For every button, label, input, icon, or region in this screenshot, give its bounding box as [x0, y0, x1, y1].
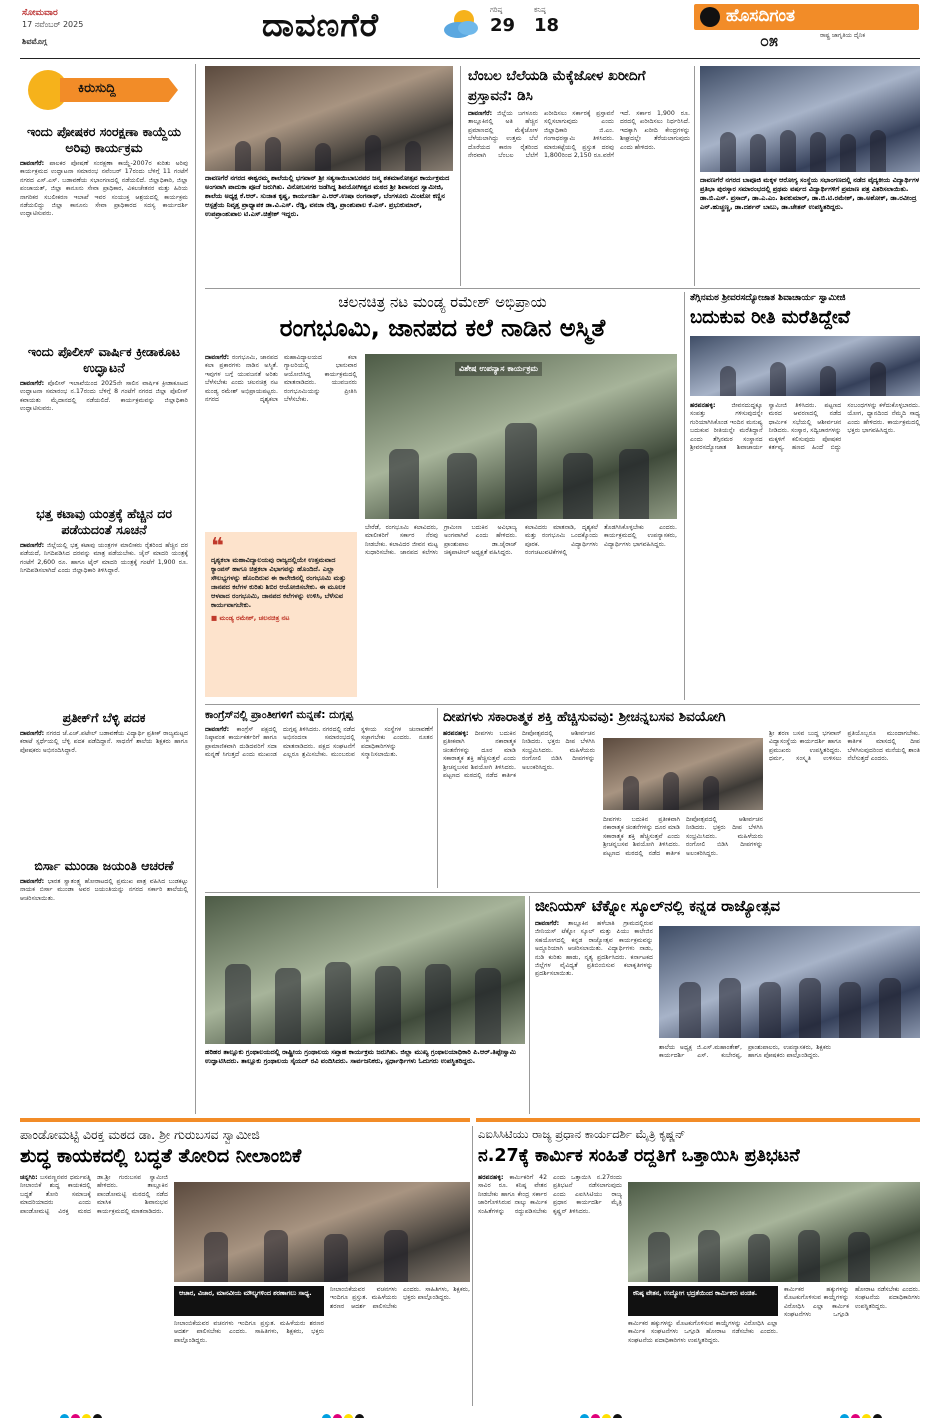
photo-figure: [648, 1232, 670, 1282]
story-text: ದೀಪಗಳು ಬದುಕಿನ ಪ್ರತೀಕವಾಗಿ ನಕಾರಾತ್ಮಕ ಚಿಂತನೆಗಳನ್ನು ದೂರ ಮಾಡಿ ಸಕಾರಾತ್ಮಕ ಶಕ್ತಿ ಹೆಚ್ಚಿಸುತ್ತವೆ ಎಂದು ಶ್ರೀಚನ್ನಬಸವ ಶಿವಯೋಗಿ ತಿಳಿಸಿದರು. ಪಟ್ಟಣದ ಮಠದಲ್ಲಿ ನಡೆದ ಕಾರ್ತಿಕ ದೀಪೋತ್ಸವದಲ್ಲಿ ಆಶೀರ್ವಚನ ನೀಡಿದರು. ಭಕ್ತರು ದೀಪ ಬೆಳಗಿಸಿ ಸಂಭ್ರಮಿಸಿದರು. ಮಹಿಳೆಯರು ರಂಗೋಲಿ ಬಿಡಿಸಿ ದೀಪಗಳನ್ನು ಅಲಂಕರಿಸಿದ್ದರು.: [443, 730, 595, 780]
quote-text: ದೃಶ್ಯಕಲಾ ಮಹಾವಿದ್ಯಾಲಯವು ರಾಜ್ಯದಲ್ಲಿಯೇ ಉತ್ತಮವಾದ ಕ್ಯಾಂಪಸ್ ಹಾಗೂ ಚಿತ್ರಕಲಾ ವಿಭಾಗವನ್ನು ಹೊಂದಿದೆ. ಎಲ್ಲಾ ಸೌಲಭ್ಯಗಳನ್ನು ಹೊಂದಿರುವ ಈ ಕಾಲೇಜಿನಲ್ಲಿ ರಂಗಭೂಮಿ ಮತ್ತು ಜಾನಪದ ಕಲೆಗಳ ಕುರಿತು ಶಿಬಿರ ಆಯೋಜಿಸಬೇಕು. ಈ ಮೂಲಕ ಆಳವಾದ ರಂಗಭೂಮಿ, ಜಾನಪದ ಕಲೆಗಳನ್ನು ಉಳಿಸಿ, ಬೆಳೆಸುವ ಕಾರ್ಯವಾಗಬೇಕು.: [211, 556, 346, 609]
brief-title: ಬಿರ್ಸಾ ಮುಂಡಾ ಜಯಂತಿ ಆಚರಣೆ: [34, 858, 174, 873]
photo-figure: [623, 776, 639, 810]
brief-text: ಭಾರತ ಸ್ವಾತಂತ್ರ್ಯ ಹೋರಾಟದಲ್ಲಿ ಪ್ರಮುಖ ಪಾತ್ರ ವಹಿಸಿದ ಬುಡಕಟ್ಟು ನಾಯಕ ಬಿರ್ಸಾ ಮುಂಡಾ ಅವರ ಜಯಂತಿಯನ್ನು ನಗರದ ಸರ್ಕಾರಿ ಶಾಲೆಯಲ್ಲಿ ಆಚರಿಸಲಾಯಿತು.: [20, 878, 188, 902]
max-temp-value: 29: [490, 15, 516, 36]
story-headline: ಬದುಕುವ ರೀತಿ ಮರೆತಿದ್ದೇವೆ: [690, 307, 851, 328]
brief-title: ಪ್ರತೀಕ್‌ಗೆ ಬೆಳ್ಳಿ ಪದಕ: [62, 710, 146, 725]
story-text: ಕಲಾವಿದರು ಮಾತನಾಡಿ, ದೃಶ್ಯಕಲೆ ಮತ್ತು ರಂಗಭೂಮಿ ಒಂದಕ್ಕೊಂದು ಪೂರಕ. ವಿದ್ಯಾರ್ಥಿಗಳು ರಂಗಚಟುವಟಿಕೆಗಳಲ್ಲಿ ತೊಡಗಿಸಿಕೊಳ್ಳಬೇಕು ಎಂದರು. ಕಾರ್ಯಕ್ರಮದಲ್ಲಿ ಉಪನ್ಯಾಸಕರು, ವಿದ್ಯಾರ್ಥಿಗಳು ಭಾಗವಹಿಸಿದ್ದರು.: [525, 524, 677, 557]
photo-figure: [447, 453, 477, 519]
quote-box: [205, 532, 357, 697]
registration-dot-magenta: [333, 1414, 342, 1418]
print-registration-marks: [322, 1408, 366, 1418]
max-temp-label: ಗರಿಷ್ಠ: [490, 6, 503, 14]
story-nilambike: [20, 1126, 470, 1406]
briefs-divider: [195, 64, 196, 1114]
story-headline: ದೀಪಗಳು ಸಕಾರಾತ್ಮಕ ಶಕ್ತಿ ಹೆಚ್ಚಿಸುವವು: ಶ್ರೀಚನ್ನಬಸವ ಶಿವಯೋಗಿ: [443, 709, 726, 725]
photo-figure: [840, 134, 856, 172]
brief-text: ಪಾಲಕರ ಪೋಷಣೆ ಸಂರಕ್ಷಣಾ ಕಾಯ್ದೆ-2007ರ ಕುರಿತು ಅರಿವು ಕಾರ್ಯಕ್ರಮದ ಉದ್ಘಾಟನಾ ಸಮಾರಂಭ ನವೆಂಬರ್ 17ರಂದು ಬೆಳಿಗ್ಗೆ 11 ಗಂಟೆಗೆ ನಗರದ ಎಸ್.ಎಸ್. ಬಡಾವಣೆಯ ಸಭಾಂಗಣದಲ್ಲಿ ನಡೆಯಲಿದೆ. ಜಿಲ್ಲಾಧಿಕಾರಿ, ಜಿಲ್ಲಾ ಪಂಚಾಯತ್, ಜಿಲ್ಲಾ ಕಾನೂನು ಸೇವಾ ಪ್ರಾಧಿಕಾರ, ವಿಕಲಚೇತನರ ಮತ್ತು ಹಿರಿಯ ನಾಗರಿಕರ ಸಬಲೀಕರಣ ಇಲಾಖೆ ಇವರ ಸಂಯುಕ್ತ ಆಶ್ರಯದಲ್ಲಿ ಕಾರ್ಯಕ್ರಮ ನಡೆಯಲಿದ್ದು ಜಿಲ್ಲಾ ಕಾನೂನು ಸೇವಾ ಪ್ರಾಧಿಕಾರದ ಸದಸ್ಯ ಕಾರ್ಯದರ್ಶಿ ಉದ್ಘಾಟಿಸುವರು.: [20, 160, 188, 218]
photo-figure: [679, 982, 701, 1038]
photo-figure: [204, 1232, 228, 1282]
briefs-column: [20, 64, 188, 1114]
photo-tag: [628, 1286, 778, 1316]
story-body-a: [478, 1174, 622, 1402]
brief-dateline: ದಾವಣಗೆರೆ:: [20, 380, 45, 387]
story-text: ನೀಲಾಂಬಿಕೆಯವರ ವಚನಗಳು ಇಂದಿಗೂ ಪ್ರಸ್ತುತ. ಮಹಿಳೆಯರು ಶರಣರ ಆದರ್ಶ ಪಾಲಿಸಬೇಕು ಎಂದರು. ಸಾಹಿತಿಗಳು, ಶಿಕ್ಷಕರು, ಭಕ್ತರು ಪಾಲ್ಗೊಂಡಿದ್ದರು.: [174, 1320, 324, 1344]
brief-dateline: ದಾವಣಗೆರೆ:: [20, 542, 45, 549]
photo-figure: [324, 1234, 348, 1282]
story-body-a: [443, 730, 595, 886]
row-divider: [205, 892, 920, 893]
date-block: [22, 8, 142, 30]
brief-item: [20, 710, 188, 850]
story-text: ಶಾಲೆಯ ಅಧ್ಯಕ್ಷ ಜಿ.ಎಸ್.ಮಹಾಂತೇಶ್, ಕಾರ್ಯದರ್ಶಿ ಎಸ್. ಕುಬೇರಪ್ಪ, ಪ್ರಾಂಶುಪಾಲರು, ಉಪನ್ಯಾಸಕರು, ಶಿಕ್ಷಕರು ಹಾಗೂ ಪೋಷಕರು ಪಾಲ್ಗೊಂಡಿದ್ದರು.: [659, 1044, 831, 1060]
registration-dot-cyan: [60, 1414, 69, 1418]
story-kicker: ಚಲನಚಿತ್ರ ನಟ ಮಂಡ್ಯ ರಮೇಶ್ ಅಭಿಪ್ರಾಯ: [338, 293, 547, 311]
photo-figure: [563, 453, 593, 519]
story-dateline: ಹರಪನಹಳ್ಳಿ:: [478, 1174, 504, 1181]
photo-figure: [780, 130, 796, 172]
photo-figure: [265, 137, 281, 171]
story-text: ದೀಪಗಳು ಬದುಕಿನ ಪ್ರತೀಕವಾಗಿ ನಕಾರಾತ್ಮಕ ಚಿಂತನೆಗಳನ್ನು ದೂರ ಮಾಡಿ ಸಕಾರಾತ್ಮಕ ಶಕ್ತಿ ಹೆಚ್ಚಿಸುತ್ತವೆ ಎಂದು ಶ್ರೀಚನ್ನಬಸವ ಶಿವಯೋಗಿ ತಿಳಿಸಿದರು. ಪಟ್ಟಣದ ಮಠದಲ್ಲಿ ನಡೆದ ಕಾರ್ತಿಕ ದೀಪೋತ್ಸವದಲ್ಲಿ ಆಶೀರ್ವಚನ ನೀಡಿದರು. ಭಕ್ತರು ದೀಪ ಬೆಳಗಿಸಿ ಸಂಭ್ರಮಿಸಿದರು. ಮಹಿಳೆಯರು ರಂಗೋಲಿ ಬಿಡಿಸಿ ದೀಪಗಳನ್ನು ಅಲಂಕರಿಸಿದ್ದರು.: [603, 816, 763, 857]
quote-mark-icon: ❝: [211, 534, 224, 559]
quote-byline: ■ ಮಂಡ್ಯ ರಮೇಶ್, ಚಲನಚಿತ್ರ ನಟ: [211, 614, 290, 622]
registration-dot-black: [93, 1414, 102, 1418]
photo-figure: [748, 1234, 770, 1282]
photo-figure: [770, 362, 786, 396]
story-photo: [659, 926, 920, 1038]
story-aiuctu: [478, 1126, 920, 1406]
brief-body: [20, 542, 188, 702]
brief-body: [20, 730, 188, 850]
column-divider: [472, 1126, 473, 1406]
column-divider: [529, 896, 530, 1114]
page-number: ೦೫: [760, 31, 778, 50]
brief-title: ಇಂದು ಪೋಷಕರ ಸಂರಕ್ಷಣಾ ಕಾಯ್ದೆಯ ಅರಿವು ಕಾರ್ಯಕ್ರಮ: [26, 124, 182, 155]
story-photo: [365, 354, 677, 519]
photo-figure: [275, 968, 301, 1044]
brief-item: [20, 124, 188, 336]
photo-figure: [264, 1230, 288, 1282]
story-photo: [690, 336, 920, 396]
story-text: ತಾಲ್ಲೂಕಿನ ಹಳೆಬಾತಿ ಗ್ರಾಮದಲ್ಲಿರುವ ಜೀನಿಯಸ್ ಟೆಕ್ನೋ ಸ್ಕೂಲ್ ಮತ್ತು ಪಿಯು ಕಾಲೇಜಿನ ಸಹಯೋಗದಲ್ಲಿ ಕನ್ನಡ ರಾಜ್ಯೋತ್ಸವ ಕಾರ್ಯಕ್ರಮವನ್ನು ಅದ್ದೂರಿಯಾಗಿ ಆಚರಿಸಲಾಯಿತು. ವಿದ್ಯಾರ್ಥಿಗಳು ನಾಡು, ನುಡಿ ಕುರಿತು ಹಾಡು, ನೃತ್ಯ ಪ್ರದರ್ಶಿಸಿದರು. ಕರ್ನಾಟಕದ ಜಿಲ್ಲೆಗಳ ವೈವಿಧ್ಯತೆ ಪ್ರತಿಬಿಂಬಿಸುವ ಕಲಾಕೃತಿಗಳನ್ನು ಪ್ರದರ್ಶಿಸಲಾಯಿತು.: [535, 920, 653, 978]
story-body-a: [205, 354, 357, 526]
photo-figure: [389, 449, 419, 519]
photo-figure: [848, 1232, 870, 1282]
story-kicker: ಪಾಂಡೋಮಟ್ಟಿ ವಿರಕ್ತ ಮಠದ ಡಾ. ಶ್ರೀ ಗುರುಬಸವ ಸ್ವಾಮೀಜಿ: [20, 1127, 260, 1142]
photo-figure: [619, 449, 649, 519]
masthead-rule: [20, 58, 920, 59]
quote-author: ಮಂಡ್ಯ ರಮೇಶ್, ಚಲನಚಿತ್ರ ನಟ: [219, 614, 290, 622]
brief-text: ನಗರದ ಜೆ.ಎಚ್.ಪಟೇಲ್ ಬಡಾವಣೆಯ ವಿದ್ಯಾರ್ಥಿ ಪ್ರತೀಕ್ ರಾಜ್ಯಮಟ್ಟದ ಕರಾಟೆ ಸ್ಪರ್ಧೆಯಲ್ಲಿ ಬೆಳ್ಳಿ ಪದಕ ಪಡೆದಿದ್ದಾನೆ. ಸಾಧನೆಗೆ ಶಾಲೆಯ ಶಿಕ್ಷಕರು ಹಾಗೂ ಪೋಷಕರು ಅಭಿನಂದಿಸಿದ್ದಾರೆ.: [20, 730, 188, 754]
min-temp-value: 18: [534, 15, 560, 36]
story-body-c: [603, 816, 763, 886]
photo-figure: [505, 423, 537, 519]
photo-figure: [750, 134, 766, 172]
story-text: ಕಾರ್ಮಿಕರ ಹಕ್ಕುಗಳನ್ನು ಮೊಟಕುಗೊಳಿಸುವ ಕಾಯ್ದೆಗಳನ್ನು ವಿರೋಧಿಸಿ ಎಲ್ಲಾ ಕಾರ್ಮಿಕ ಸಂಘಟನೆಗಳು ಒಗ್ಗೂಡಿ ಹೋರಾಟ ನಡೆಸಬೇಕು ಎಂದರು. ಸಂಘಟನೆಯ ಪದಾಧಿಕಾರಿಗಳು ಉಪಸ್ಥಿತರಿದ್ದರು.: [628, 1320, 778, 1344]
story-dateline: ಹರಪನಹಳ್ಳಿ:: [443, 730, 469, 737]
registration-dot-yellow: [602, 1414, 611, 1418]
photo-figure: [325, 962, 351, 1044]
brief-item: [20, 344, 188, 498]
photo-figure: [425, 964, 451, 1044]
story-dateline: ಹರಪನಹಳ್ಳಿ:: [690, 402, 716, 409]
brief-dateline: ದಾವಣಗೆರೆ:: [20, 878, 45, 885]
date-label: 17 ನವೆಂಬರ್ 2025: [22, 20, 84, 29]
brief-item: [20, 506, 188, 702]
photo-tag-text: ಆಚಾರ, ವಿಚಾರ, ಮಾನವೀಯ ಮೌಲ್ಯಗಳಿಂದ ಶರಣಾಗಲು ಸಾಧ್ಯ.: [179, 1289, 312, 1297]
story-text: ಜೀವನದುದ್ದಕ್ಕೂ ಸಂಪತ್ತು ಗಳಿಸುವುದನ್ನೇ ಗುರಿಯಾಗಿಸಿಕೊಂಡ ಇಂದಿನ ಮನುಷ್ಯ ಬದುಕುವ ರೀತಿಯನ್ನೇ ಮರೆತಿದ್ದಾನೆ ಎಂದು ತೆಗ್ಗಿನಮಠ ಸಂಸ್ಥಾನದ ಶ್ರೀವರಸದ್ಯೋಜಾತ ಶಿವಾಚಾರ್ಯ ಸ್ವಾಮೀಜಿ ತಿಳಿಸಿದರು. ಪಟ್ಟಣದ ಮಠದ ಆವರಣದಲ್ಲಿ ನಡೆದ ಧಾರ್ಮಿಕ ಸಭೆಯಲ್ಲಿ ಆಶೀರ್ವಚನ ನೀಡಿದರು. ಸಂಸ್ಕಾರ, ಸದ್ವಿಚಾರಗಳನ್ನು ಮಕ್ಕಳಿಗೆ ಕಲಿಸುವುದು ಪೋಷಕರ ಕರ್ತವ್ಯ. ಹಣದ ಹಿಂದೆ ಬಿದ್ದು ಸಂಬಂಧಗಳನ್ನು ಕಳೆದುಕೊಳ್ಳಬಾರದು. ಯೋಗ, ಧ್ಯಾನದಿಂದ ನೆಮ್ಮದಿ ಸಾಧ್ಯ ಎಂದು ಹೇಳಿದರು. ಕಾರ್ಯಕ್ರಮದಲ್ಲಿ ಭಕ್ತರು ಭಾಗವಹಿಸಿದ್ದರು.: [690, 402, 920, 452]
paper-brand: [694, 4, 919, 52]
photo-figure: [720, 132, 736, 172]
column-divider: [460, 66, 461, 286]
story-text: ಬಸವಣ್ಣನವರ ಧರ್ಮಪತ್ನಿ ನೀಲಾಂಬಿಕೆ ಶುದ್ಧ ಕಾಯಕದಲ್ಲಿ ಬದ್ಧತೆ ತೋರಿ ಸಮಾಜಕ್ಕೆ ಮಾದರಿಯಾದರು ಎಂದು ಪಾಂಡೋಮಟ್ಟಿ ವಿರಕ್ತ ಮಠದ ಡಾ.ಶ್ರೀ ಗುರುಬಸವ ಸ್ವಾಮೀಜಿ ಹೇಳಿದರು. ತಾಲ್ಲೂಕಿನ ಪಾಂಡೋಮಟ್ಟಿ ಮಠದಲ್ಲಿ ನಡೆದ ಮಾಸಿಕ ಶಿವಾನುಭವ ಕಾರ್ಯಕ್ರಮದಲ್ಲಿ ಮಾತನಾಡಿದರು.: [20, 1174, 168, 1215]
photo-figure: [663, 772, 679, 810]
city-label: ಶಿವಮೊಗ್ಗ: [22, 37, 47, 46]
brief-body: [20, 878, 188, 988]
story-text: ರಂಗಭೂಮಿ, ಜಾನಪದ ಕಲಾ ಪ್ರಕಾರಗಳು ನಾಡಿನ ಅಸ್ಮಿತೆ. ಇವುಗಳ ಬಗ್ಗೆ ಯುವಜನತೆ ಅರಿತು ಬೆಳೆಸಬೇಕು ಎಂದು ಚಲನಚಿತ್ರ ನಟ ಮಂಡ್ಯ ರಮೇಶ್ ಅಭಿಪ್ರಾಯಪಟ್ಟರು. ನಗರದ ದೃಶ್ಯಕಲಾ ಮಹಾವಿದ್ಯಾಲಯದ ಕಲಾ ಗ್ಯಾಲರಿಯಲ್ಲಿ ಭಾನುವಾರ ಆಯೋಜಿಸಿದ್ದ ಕಾರ್ಯಕ್ರಮದಲ್ಲಿ ಮಾತನಾಡಿದರು. ಯುವಜನರು ರಂಗಭೂಮಿಯನ್ನು ಪ್ರೀತಿಸಿ ಬೆಳೆಸಬೇಕು.: [205, 354, 357, 404]
story-photo: [628, 1182, 920, 1282]
story-dateline: ದಾವಣಗೆರೆ:: [468, 110, 493, 117]
max-temp-block: [490, 6, 530, 36]
photo-figure: [820, 366, 836, 396]
photo-figure: [810, 132, 826, 172]
photo-figure: [879, 978, 901, 1038]
column-divider: [694, 66, 695, 286]
edition-title: ದಾವಣಗೆರೆ: [262, 6, 380, 44]
story-body-a: [535, 920, 653, 1110]
row-divider: [205, 288, 920, 289]
registration-dot-magenta: [851, 1414, 860, 1418]
story-dateline: ದಾವಣಗೆರೆ:: [205, 726, 230, 733]
photo-caption: ದಾವಣಗೆರೆ ನಗರದ ಈಶ್ವರಮ್ಮ ಶಾಲೆಯಲ್ಲಿ ಭಗವಾನ್ ಶ್ರೀ ಸತ್ಯಸಾಯಿಬಾಬರವರ ಜನ್ಮ ಶತಮಾನೋತ್ಸವ ಕಾರ್ಯಕ್ರಮದ ಅಂಗವಾಗಿ ಪಾದುಕಾ ಪೂಜೆ ಜರುಗಿತು. ವಿನೋಬನಗರ ಜಡೆಸಿದ್ದ ಶಿವಯೋಗೀಶ್ವರ ಮಠದ ಶ್ರೀ ಶಿವಾನಂದ ಸ್ವಾಮೀಜಿ, ಶಾಲೆಯ ಅಧ್ಯಕ್ಷ ಕೆ.ಆರ್. ಸುಜಾತ ಕೃಷ್ಣ, ಕಾರ್ಯದರ್ಶಿ ಎ.ಆರ್.ಉಷಾ ರಂಗನಾಥ್, ಬೆಂಗಳೂರು ಮಿಂಟೋ ಕಣ್ಣಿನ ಆಸ್ಪತ್ರೆಯ ನಿವೃತ್ತ ಪ್ರಾಧ್ಯಾಪಕ ಡಾ.ವಿ.ಎಸ್. ರೆಡ್ಡಿ, ವನಜಾ ರೆಡ್ಡಿ, ಪ್ರಾಂಶುಪಾಲ ಕೆ.ಎಸ್. ಪ್ರಭುಕುಮಾರ್, ಉಪಪ್ರಾಂಶುಪಾಲ ಟಿ.ಎಸ್.ಚಿತ್ರೇಶ್ ಇದ್ದರು.: [205, 174, 453, 284]
brief-title: ಇಂದು ಪೊಲೀಸ್ ವಾರ್ಷಿಕ ಕ್ರೀಡಾಕೂಟ ಉದ್ಘಾಟನೆ: [27, 344, 181, 375]
story-congress: [205, 708, 433, 888]
bottom-band-rule-orange: [20, 1118, 470, 1122]
registration-dot-magenta: [71, 1414, 80, 1418]
story-photo: [205, 66, 453, 171]
photo-figure: [870, 130, 886, 172]
column-divider: [437, 708, 438, 888]
brief-text: ಜಿಲ್ಲೆಯಲ್ಲಿ ಭತ್ತ ಕಟಾವು ಯಂತ್ರಗಳ ಮಾಲೀಕರು ರೈತರಿಂದ ಹೆಚ್ಚಿನ ದರ ಪಡೆಯದೆ, ನಿಗದಿಪಡಿಸಿದ ದರವನ್ನು ಮಾತ್ರ ಪಡೆಯಬೇಕು. ಚೈನ್ ಮಾದರಿ ಯಂತ್ರಕ್ಕೆ ಗಂಟೆಗೆ 2,600 ರೂ. ಹಾಗೂ ಟೈರ್ ಮಾದರಿ ಯಂತ್ರಕ್ಕೆ ಗಂಟೆಗೆ 1,900 ರೂ. ನಿಗದಿಪಡಿಸಲಾಗಿದೆ ಎಂದು ಜಿಲ್ಲಾಧಿಕಾರಿ ತಿಳಿಸಿದ್ದಾರೆ.: [20, 542, 188, 575]
registration-dot-cyan: [840, 1414, 849, 1418]
story-body-c: [525, 524, 677, 696]
photo-figure: [719, 978, 741, 1038]
day-label: ಸೋಮವಾರ: [22, 8, 58, 18]
story-text: ನೀಲಾಂಬಿಕೆಯವರ ವಚನಗಳು ಇಂದಿಗೂ ಪ್ರಸ್ತುತ. ಮಹಿಳೆಯರು ಶರಣರ ಆದರ್ಶ ಪಾಲಿಸಬೇಕು ಎಂದರು. ಸಾಹಿತಿಗಳು, ಶಿಕ್ಷಕರು, ಭಕ್ತರು ಪಾಲ್ಗೊಂಡಿದ್ದರು.: [330, 1286, 470, 1310]
weather-icon: [440, 6, 484, 42]
story-text: ಶ್ರೀ ಶರಣ ಬಸವ ಬುದ್ಧ ಭಗವಾನ್ ವಿದ್ಯಾಸಂಸ್ಥೆಯ ಕಾರ್ಯದರ್ಶಿ ಹಾಗೂ ಪ್ರಮುಖರು ಉಪಸ್ಥಿತರಿದ್ದರು. ಧರ್ಮ, ಸಂಸ್ಕೃತಿ ಉಳಿಸಲು ಪ್ರತಿಯೊಬ್ಬರೂ ಮುಂದಾಗಬೇಕು. ಕಾರ್ತಿಕ ಮಾಸದಲ್ಲಿ ದೀಪ ಬೆಳಗಿಸುವುದರಿಂದ ಮನೆಯಲ್ಲಿ ಶಾಂತಿ ನೆಲೆಸುತ್ತದೆ ಎಂದರು.: [769, 730, 920, 763]
story-body-b: [628, 1320, 778, 1402]
story-body-b: [769, 730, 920, 886]
story-body-b: [365, 524, 517, 696]
briefs-brand: ಕಿರುಸುದ್ದಿ: [78, 81, 116, 96]
story-body: [468, 110, 690, 280]
story-swamiji: [690, 292, 920, 700]
registration-dot-black: [613, 1414, 622, 1418]
story-kicker: ಎಐಸಿಸಿಟಿಯು ರಾಜ್ಯ ಪ್ರಧಾನ ಕಾರ್ಯದರ್ಶಿ ಮೈತ್ರಿ ಕೃಷ್ಣನ್: [478, 1127, 686, 1141]
print-registration-marks: [60, 1408, 104, 1418]
registration-dot-cyan: [322, 1414, 331, 1418]
brief-item: [20, 858, 188, 988]
story-body-a: [20, 1174, 168, 1402]
masthead: [0, 0, 945, 60]
story-theatre: [205, 292, 680, 700]
photo-figure: [703, 776, 719, 810]
story-photo: [205, 896, 525, 1044]
photo-figure: [759, 982, 781, 1038]
story-dateline: ದಾವಣಗೆರೆ:: [535, 920, 560, 927]
story-top-right: [700, 66, 920, 286]
story-headline: ರಂಗಭೂಮಿ, ಜಾನಪದ ಕಲೆ ನಾಡಿನ ಅಸ್ಮಿತೆ: [279, 314, 606, 342]
story-body-b: [659, 1044, 920, 1110]
brief-title: ಭತ್ತ ಕಟಾವು ಯಂತ್ರಕ್ಕೆ ಹೆಚ್ಚಿನ ದರ ಪಡೆಯದಂತೆ ಸೂಚನೆ: [36, 506, 172, 537]
story-headline: ಜೀನಿಯಸ್ ಟೆಕ್ನೋ ಸ್ಕೂಲ್‌ನಲ್ಲಿ ಕನ್ನಡ ರಾಜ್ಯೋತ್ಸವ: [535, 897, 780, 915]
story-headline: ಕಾಂಗ್ರೆಸ್‌ನಲ್ಲಿ ಪ್ರಾಂತೀಗಳಿಗೆ ಮನ್ನಣೆ: ದುಗ್ಗಪ್ಪ: [205, 709, 354, 721]
story-text: ಕಾರ್ಮಿಕರಿಗೆ 42 ಸಾವಿರ ರೂ. ಕನಿಷ್ಠ ವೇತನ ನೀಡಬೇಕು ಹಾಗೂ ಕೇಂದ್ರ ಸರ್ಕಾರ ಜಾರಿಗೊಳಿಸಿರುವ ನಾಲ್ಕು ಕಾರ್ಮಿಕ ಸಂಹಿತೆಗಳನ್ನು ರದ್ದುಪಡಿಸಬೇಕು ಎಂದು ಒತ್ತಾಯಿಸಿ ನ.27ರಂದು ಪ್ರತಿಭಟನೆ ನಡೆಸಲಾಗುವುದು ಎಂದು ಎಐಸಿಸಿಟಿಯು ರಾಜ್ಯ ಪ್ರಧಾನ ಕಾರ್ಯದರ್ಶಿ ಮೈತ್ರಿ ಕೃಷ್ಣನ್ ತಿಳಿಸಿದರು.: [478, 1174, 622, 1215]
story-maize: [468, 66, 690, 286]
story-body: [205, 726, 433, 882]
photo-figure: [870, 362, 886, 396]
brief-text: ಪೊಲೀಸ್ ಇಲಾಖೆಯಿಂದ 2025ನೇ ಸಾಲಿನ ವಾರ್ಷಿಕ ಕ್ರೀಡಾಕೂಟದ ಉದ್ಘಾಟನಾ ಸಮಾರಂಭ ನ.17ರಂದು ಬೆಳಿಗ್ಗೆ 8 ಗಂಟೆಗೆ ನಗರದ ಜಿಲ್ಲಾ ಪೊಲೀಸ್ ಕವಾಯತು ಮೈದಾನದಲ್ಲಿ ನಡೆಯಲಿದೆ. ಕಾರ್ಯಕ್ರಮವನ್ನು ಜಿಲ್ಲಾಧಿಕಾರಿ ಉದ್ಘಾಟಿಸುವರು.: [20, 380, 188, 413]
registration-dot-yellow: [82, 1414, 91, 1418]
photo-figure: [225, 964, 251, 1044]
photo-figure: [475, 968, 501, 1044]
story-photo: [603, 738, 763, 810]
story-body-c: [784, 1286, 920, 1402]
story-library: [205, 896, 525, 1114]
lamp-icon: [700, 7, 720, 27]
paper-name: ಹೊಸದಿಗಂತ: [726, 6, 796, 26]
brief-dateline: ದಾವಣಗೆರೆ:: [20, 160, 45, 167]
registration-dot-magenta: [591, 1414, 600, 1418]
min-temp-label: ಕನಿಷ್ಠ: [534, 6, 546, 14]
story-text: ಬೇರೆಡೆ, ರಂಗಭೂಮಿ ಕಲಾವಿದರು, ಮಾಲೀಕರಿಗೆ ಸರ್ಕಾರ ನೆರವು ನೀಡಬೇಕು. ಕಲಾವಿದರ ಜೀವನ ಮಟ್ಟ ಸುಧಾರಿಸಬೇಕು. ಜಾನಪದ ಕಲೆಗಳು ಗ್ರಾಮೀಣ ಬದುಕಿನ ಅವಿಭಾಜ್ಯ ಅಂಗವಾಗಿವೆ ಎಂದು ಹೇಳಿದರು. ಪ್ರಾಂಶುಪಾಲ ಡಾ.ಜೈರಾಜ್ ಚಿಕ್ಕಪಾಟೀಲ್ ಅಧ್ಯಕ್ಷತೆ ವಹಿಸಿದ್ದರು.: [365, 524, 517, 557]
registration-dot-cyan: [580, 1414, 589, 1418]
story-dateline: ಚನ್ನಗಿರಿ:: [20, 1174, 38, 1181]
registration-dot-yellow: [862, 1414, 871, 1418]
story-top-left: [205, 66, 453, 286]
min-temp-block: [534, 6, 574, 36]
registration-dot-yellow: [344, 1414, 353, 1418]
brief-body: [20, 160, 188, 336]
photo-tag: [174, 1286, 324, 1316]
brief-body: [20, 380, 188, 498]
story-genius: [535, 896, 920, 1114]
print-registration-marks: [840, 1408, 884, 1418]
paper-tagline: ರಾಷ್ಟ್ರ ಜಾಗೃತಿಯ ದೈನಿಕ: [820, 32, 866, 39]
column-divider: [684, 292, 685, 700]
story-diwali: [443, 708, 920, 888]
story-body-b: [174, 1320, 324, 1402]
registration-dot-black: [873, 1414, 882, 1418]
photo-figure: [365, 135, 381, 171]
brief-dateline: ದಾವಣಗೆರೆ:: [20, 730, 45, 737]
briefs-banner: [20, 64, 188, 116]
photo-banner: ವಿಶೇಷ ಉಪನ್ಯಾಸ ಕಾರ್ಯಕ್ರಮ: [455, 362, 542, 376]
story-dateline: ದಾವಣಗೆರೆ:: [205, 354, 230, 361]
photo-figure: [798, 1230, 820, 1282]
print-registration-marks: [580, 1408, 624, 1418]
story-photo: [700, 66, 920, 172]
photo-figure: [235, 141, 251, 171]
photo-figure: [720, 366, 736, 396]
story-body: [690, 402, 920, 698]
photo-figure: [799, 978, 821, 1038]
story-text: ಕಾರ್ಮಿಕರ ಹಕ್ಕುಗಳನ್ನು ಮೊಟಕುಗೊಳಿಸುವ ಕಾಯ್ದೆಗಳನ್ನು ವಿರೋಧಿಸಿ ಎಲ್ಲಾ ಕಾರ್ಮಿಕ ಸಂಘಟನೆಗಳು ಒಗ್ಗೂಡಿ ಹೋರಾಟ ನಡೆಸಬೇಕು ಎಂದರು. ಸಂಘಟನೆಯ ಪದಾಧಿಕಾರಿಗಳು ಉಪಸ್ಥಿತರಿದ್ದರು.: [784, 1286, 920, 1319]
photo-figure: [698, 1230, 720, 1282]
photo-tag-text: ಕನಿಷ್ಠ ವೇತನ, ಉದ್ಯೋಗ ಭದ್ರತೆಯಿಂದ ಕಾರ್ಮಿಕರು ವಂಚಿತ.: [633, 1289, 758, 1297]
story-body-c: [330, 1286, 470, 1402]
photo-figure: [315, 143, 331, 171]
story-headline: ಬೆಂಬಲ ಬೆಲೆಯಡಿ ಮೆಕ್ಕೆಜೋಳ ಖರೀದಿಗೆ ಪ್ರಸ್ತಾವನೆ: ಡಿಸಿ: [468, 68, 646, 104]
bottom-band-rule-orange: [476, 1118, 920, 1122]
story-headline: ನ.27ಕ್ಕೆ ಕಾರ್ಮಿಕ ಸಂಹಿತೆ ರದ್ದತಿಗೆ ಒತ್ತಾಯಿಸಿ ಪ್ರತಿಭಟನೆ: [478, 1146, 800, 1166]
photo-figure: [384, 1230, 408, 1282]
photo-figure: [375, 966, 401, 1044]
story-photo: [174, 1182, 470, 1282]
story-text: ಕಾಂಗ್ರೆಸ್ ಪಕ್ಷದಲ್ಲಿ ನಿಷ್ಠಾವಂತ ಕಾರ್ಯಕರ್ತರಿಗೆ ಹಾಗೂ ಪ್ರಾಮಾಣಿಕವಾಗಿ ದುಡಿದವರಿಗೆ ಸದಾ ಮನ್ನಣೆ ಸಿಗುತ್ತದೆ ಎಂದು ಮುಖಂಡ ದುಗ್ಗಪ್ಪ ತಿಳಿಸಿದರು. ನಗರದಲ್ಲಿ ನಡೆದ ಅಭಿನಂದನಾ ಸಮಾರಂಭದಲ್ಲಿ ಮಾತನಾಡಿದರು. ಪಕ್ಷದ ಸಂಘಟನೆಗೆ ಎಲ್ಲರೂ ಶ್ರಮಿಸಬೇಕು. ಮುಂಬರುವ ಸ್ಥಳೀಯ ಸಂಸ್ಥೆಗಳ ಚುನಾವಣೆಗೆ ಸಜ್ಜಾಗಬೇಕು ಎಂದರು. ನೂತನ ಪದಾಧಿಕಾರಿಗಳನ್ನು ಸನ್ಮಾನಿಸಲಾಯಿತು.: [205, 726, 433, 759]
story-kicker: ತೆಗ್ಗಿನಮಠ ಶ್ರೀವರಸದ್ಯೋಜಾತ ಶಿವಾಚಾರ್ಯ ಸ್ವಾಮೀಜಿ: [690, 293, 846, 303]
story-text: ಜಿಲ್ಲೆಯ ಜಗಳೂರು ತಾಲ್ಲೂಕಿನಲ್ಲಿ ಅತಿ ಹೆಚ್ಚಿನ ಪ್ರಮಾಣದಲ್ಲಿ ಮೆಕ್ಕೆಜೋಳ ಬೆಳೆಯಲಾಗಿದ್ದು ಉತ್ತಮ ಬೆಲೆ ದೊರೆಯದ ಕಾರಣ ರೈತರಿಂದ ನೇರವಾಗಿ ಬೆಂಬಲ ಬೆಲೆಗೆ ಖರೀದಿಸಲು ಸರ್ಕಾರಕ್ಕೆ ಪ್ರಸ್ತಾವನೆ ಸಲ್ಲಿಸಲಾಗುವುದು ಎಂದು ಜಿಲ್ಲಾಧಿಕಾರಿ ಜಿ.ಎಂ. ಗಂಗಾಧರಸ್ವಾಮಿ ತಿಳಿಸಿದರು. ಮಾರುಕಟ್ಟೆಯಲ್ಲಿ ಪ್ರಸ್ತುತ ದರವು 1,800ರಿಂದ 2,150 ರೂ.ವರೆಗೆ ಇದೆ. ಸರ್ಕಾರ 1,900 ರೂ. ದರದಲ್ಲಿ ಖರೀದಿಸಲು ನಿರ್ಧರಿಸಿದೆ. ಇದಕ್ಕಾಗಿ ಖರೀದಿ ಕೇಂದ್ರಗಳನ್ನು ಶೀಘ್ರದಲ್ಲೇ ತೆರೆಯಲಾಗುವುದು ಎಂದು ಹೇಳಿದರು.: [468, 110, 690, 160]
photo-caption: ದಾವಣಗೆರೆ ನಗರದ ಬಾಪೂಜಿ ಮಕ್ಕಳ ಆರೋಗ್ಯ ಸಂಸ್ಥೆಯ ಸಭಾಂಗಣದಲ್ಲಿ ನಡೆದ ವೈದ್ಯಕೀಯ ವಿದ್ಯಾರ್ಥಿಗಳ ಪ್ರತಿಭಾ ಪುರಸ್ಕಾರ ಸಮಾರಂಭದಲ್ಲಿ ಪ್ರಥಮ ವರ್ಷದ ವಿದ್ಯಾರ್ಥಿಗಳಿಗೆ ಪ್ರಮಾಣ ಪತ್ರ ವಿತರಿಸಲಾಯಿತು. ಡಾ.ಬಿ.ಎಸ್. ಪ್ರಸಾದ್, ಡಾ.ಎ.ಎಂ. ಶಿವಕುಮಾರ್, ಡಾ.ಬಿ.ಟಿ.ರಮೇಶ್, ಡಾ.ಅಶೋಕ್, ಡಾ.ರವೀಂದ್ರ ಎನ್.ಹುಚ್ಚಣ್ಣ, ಡಾ.ದರ್ಶನ್ ಬಾಬು, ಡಾ.ಚೇತನ್ ಉಪಸ್ಥಿತರಿದ್ದರು.: [700, 176, 920, 284]
row-divider: [205, 704, 920, 705]
registration-dot-black: [355, 1414, 364, 1418]
photo-figure: [839, 982, 861, 1038]
photo-caption: ಹರಿಹರ ತಾಲ್ಲೂಕು ಗ್ರಂಥಾಲಯದಲ್ಲಿ ರಾಷ್ಟ್ರೀಯ ಗ್ರಂಥಾಲಯ ಸಪ್ತಾಹ ಕಾರ್ಯಕ್ರಮ ಜರುಗಿತು. ಜಿಲ್ಲಾ ಮುಖ್ಯ ಗ್ರಂಥಾಲಯಾಧಿಕಾರಿ ಪಿ.ಆರ್.ತಿಪ್ಪೇಸ್ವಾಮಿ ಉದ್ಘಾಟಿಸಿದರು. ತಾಲ್ಲೂಕು ಗ್ರಂಥಾಲಯ ಸೈಯದ್ ರವಿ ವಂದಿಸಿದರು. ಸಾರ್ವಜನಿಕರು, ಸ್ಪರ್ಧಾರ್ಥಿಗಳು ಓದುಗರು ಉಪಸ್ಥಿತರಿದ್ದರು.: [205, 1048, 525, 1112]
photo-figure: [405, 141, 421, 171]
story-headline: ಶುದ್ಧ ಕಾಯಕದಲ್ಲಿ ಬದ್ಧತೆ ತೋರಿದ ನೀಲಾಂಬಿಕೆ: [20, 1145, 302, 1167]
